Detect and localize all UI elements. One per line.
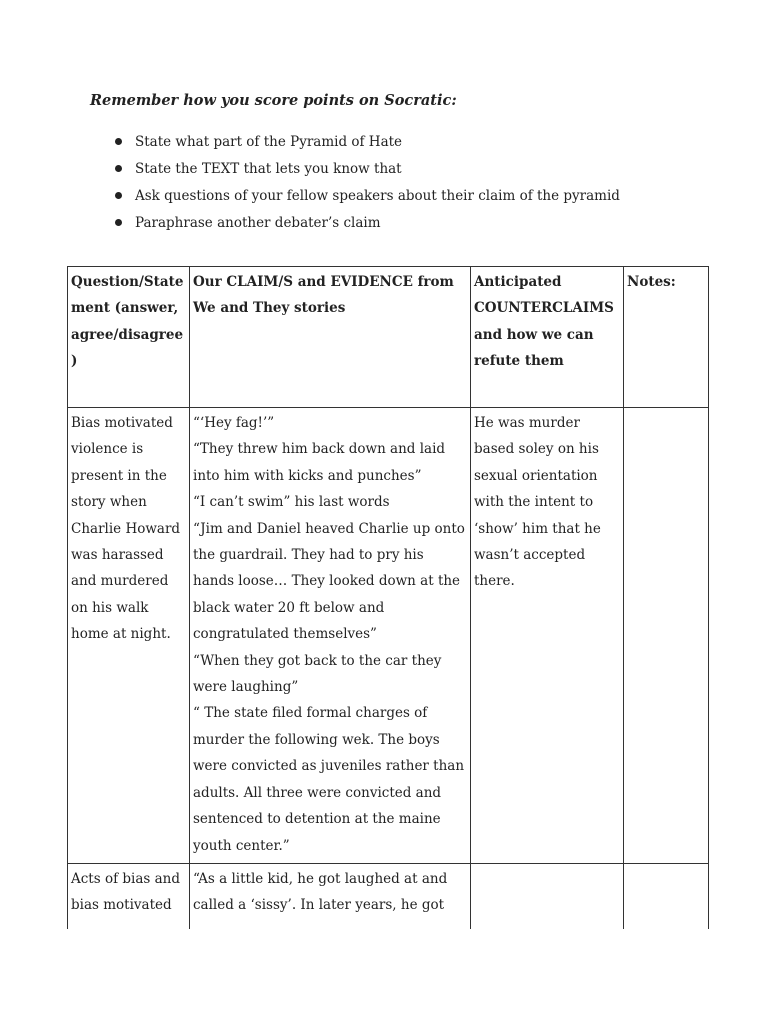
header-question: Question/Statement (answer, agree/disagree) <box>68 267 190 408</box>
table-row <box>68 863 709 930</box>
header-claims-evidence: Our CLAIM/S and EVIDENCE from We and They stories <box>190 267 471 408</box>
list-item-text: Paraphrase another debater’s claim <box>135 215 381 231</box>
bullet-icon <box>115 192 122 199</box>
evidence-cell <box>190 408 471 864</box>
list-item-text: State the TEXT that lets you know that <box>135 161 402 177</box>
list-item <box>90 186 620 213</box>
scoring-tips-list <box>90 132 620 240</box>
evidence-quote: “I can’t swim” his last words <box>193 494 390 511</box>
list-item-text: Ask questions of your fellow speakers about their claim of the pyramid <box>135 188 620 204</box>
evidence-quote: “As a little kid, he got laughed at and called a ‘sissy’. In later years, he got <box>193 870 448 914</box>
evidence-quote: “They threw him back down and laid into him with kicks and punches” <box>193 441 446 484</box>
bullet-icon <box>115 138 122 145</box>
page-bottom-whitespace <box>60 929 760 1029</box>
list-item <box>90 132 620 159</box>
evidence-quote: “When they got back to the car they were laughing” <box>193 652 442 696</box>
counterclaim-cell <box>471 863 624 930</box>
evidence-quote: “‘Hey fag!’” <box>193 415 275 431</box>
counterclaim-cell: He was murder based soley on his sexual orientation with the intent to ‘show’ him that he wasn’t accepted there. <box>471 408 624 864</box>
evidence-quote: “Jim and Daniel heaved Charlie up onto the guardrail. They had to pry his hands loose… They looked down at the black water 20 ft below and congratulated themselves” <box>193 520 465 643</box>
list-item <box>90 213 620 240</box>
table-header-row <box>68 267 709 408</box>
evidence-cell <box>190 863 471 930</box>
notes-cell <box>624 863 709 930</box>
header-counterclaims: Anticipated COUNTERCLAIMS and how we can refute them <box>471 267 624 408</box>
question-cell: Bias motivated violence is present in the story when Charlie Howard was harassed and murdered on his walk home at night. <box>68 408 190 864</box>
list-item-text: State what part of the Pyramid of Hate <box>135 134 403 150</box>
table-row <box>68 408 709 864</box>
header-notes: Notes: <box>624 267 709 408</box>
question-cell: Acts of bias and bias motivated <box>68 863 190 930</box>
socratic-table <box>67 266 709 931</box>
bullet-icon <box>115 219 122 226</box>
page-heading: Remember how you score points on Socratic: <box>90 92 457 109</box>
bullet-icon <box>115 165 122 172</box>
evidence-quote: “ The state filed formal charges of murder the following wek. The boys were convicted as juveniles rather than adults. All three were convicted and sentenced to detention at the maine youth center.” <box>193 705 465 854</box>
list-item <box>90 159 620 186</box>
notes-cell <box>624 408 709 864</box>
